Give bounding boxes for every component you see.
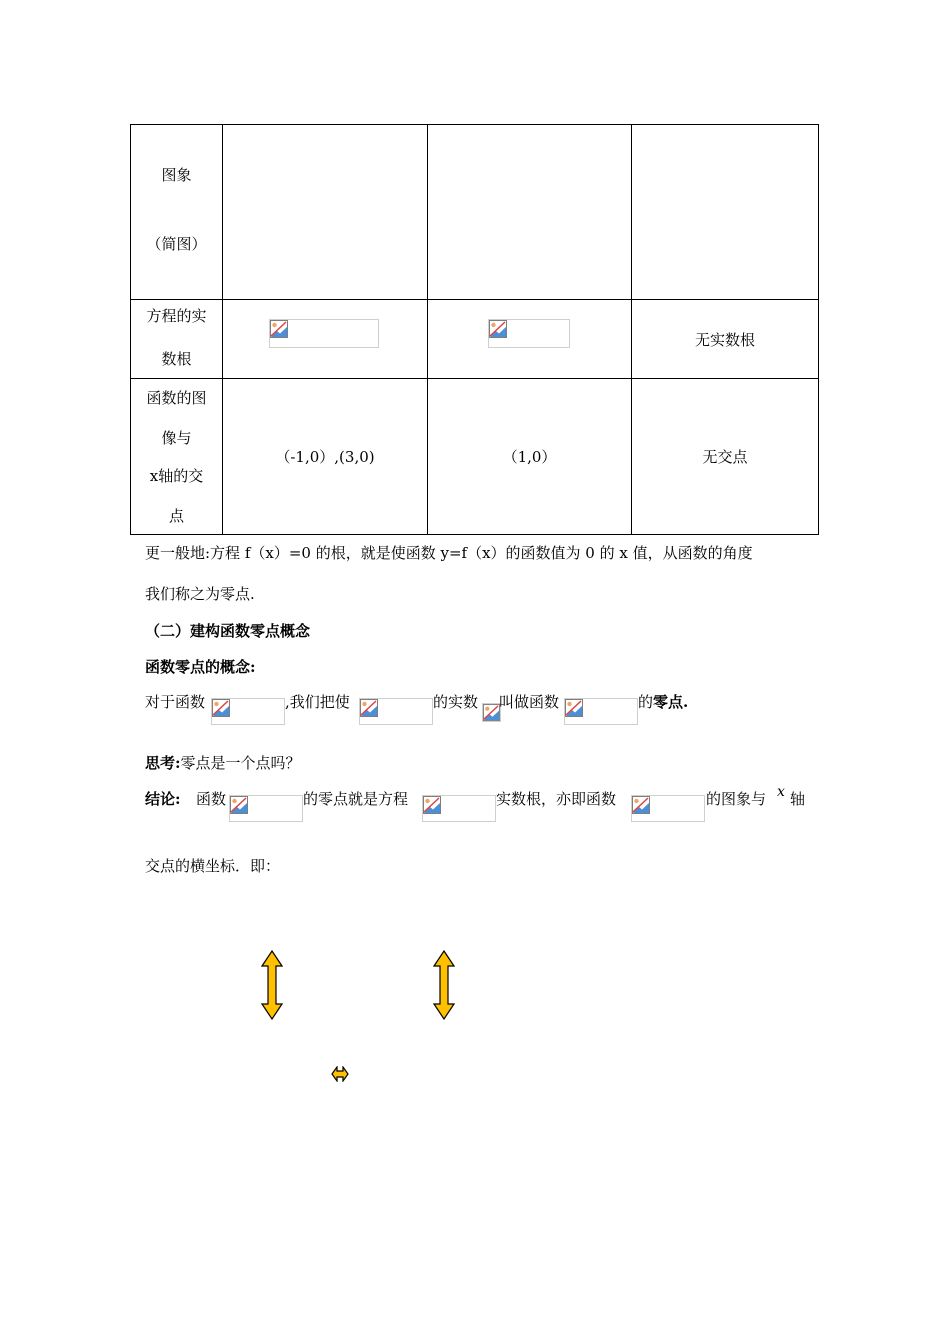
label-line: 点: [168, 506, 184, 525]
def-text: [638, 691, 688, 712]
updown-arrow-icon: [261, 950, 283, 1020]
updown-arrow-icon: [433, 950, 455, 1020]
broken-image-icon: [212, 699, 230, 717]
broken-image-icon: [230, 796, 248, 814]
row-label-intersections: [131, 379, 223, 535]
formula-image: [488, 319, 570, 348]
broken-image-icon: [483, 704, 500, 721]
formula-image: [422, 795, 496, 822]
broken-image-icon: [489, 320, 507, 338]
label-line: 函数的图: [146, 388, 207, 407]
roots-cell-2: [428, 300, 632, 379]
broken-image-icon: [270, 320, 288, 338]
formula-image: [631, 795, 705, 822]
def-text: 叫做函数: [499, 693, 560, 711]
def-text: ,我们把使: [285, 693, 350, 711]
conclusion-text: 的零点就是方程: [303, 790, 409, 808]
x-variable: x: [777, 784, 785, 800]
intersection-cell-2: （1,0）: [428, 379, 632, 535]
think-label: 思考:: [145, 754, 181, 772]
paragraph-line: 更一般地:方程 f（x）=0 的根，就是使函数 y=f（x）的函数值为 0 的 x 值，从函数的角度: [145, 544, 753, 562]
row-label-roots: [131, 300, 223, 379]
leftright-arrow-icon: [331, 1066, 349, 1082]
label-line: 像与: [161, 428, 192, 447]
def-text: 对于函数: [145, 693, 206, 711]
label-line: （简图）: [146, 235, 207, 253]
broken-image-icon: [360, 699, 378, 717]
def-text: 的实数: [433, 693, 479, 711]
formula-image: [359, 698, 433, 725]
think-text: 零点是一个点吗？: [180, 754, 301, 772]
paragraph-line: 我们称之为零点.: [145, 585, 255, 603]
formula-image: [229, 795, 303, 822]
def-text: 的: [638, 693, 654, 711]
conclusion-text: 的图象与: [706, 790, 767, 808]
label-line: 方程的实: [146, 307, 207, 325]
think-line: [145, 752, 301, 773]
comparison-table: [130, 124, 819, 535]
broken-image-icon: [632, 796, 650, 814]
graph-cell-3: [632, 125, 819, 300]
formula-image: [564, 698, 638, 725]
conclusion-label: 结论:: [145, 790, 181, 808]
label-line: x轴的交: [149, 466, 204, 485]
concept-heading: 函数零点的概念:: [145, 658, 256, 676]
conclusion-text: 实数根，亦即函数: [496, 790, 617, 808]
intersection-cell-1: （-1,0）,(3,0): [223, 379, 428, 535]
conclusion-line2: 交点的横坐标．即：: [145, 857, 281, 875]
graph-cell-2: [428, 125, 632, 300]
roots-cell-3: 无实数根: [632, 300, 819, 379]
label-line: 图象: [161, 166, 192, 184]
def-bold-term: 零点.: [653, 693, 689, 711]
intersection-cell-3: 无交点: [632, 379, 819, 535]
section-heading: （二）建构函数零点概念: [145, 622, 311, 640]
graph-cell-1: [223, 125, 428, 300]
broken-image-icon: [565, 699, 583, 717]
row-label-graph: [131, 125, 223, 300]
formula-image: [269, 319, 379, 348]
broken-image-icon: [423, 796, 441, 814]
formula-image: [211, 698, 285, 725]
conclusion-text: 函数: [196, 790, 227, 808]
roots-cell-1: [223, 300, 428, 379]
label-line: 数根: [161, 350, 192, 368]
conclusion-text: 轴: [790, 790, 806, 808]
